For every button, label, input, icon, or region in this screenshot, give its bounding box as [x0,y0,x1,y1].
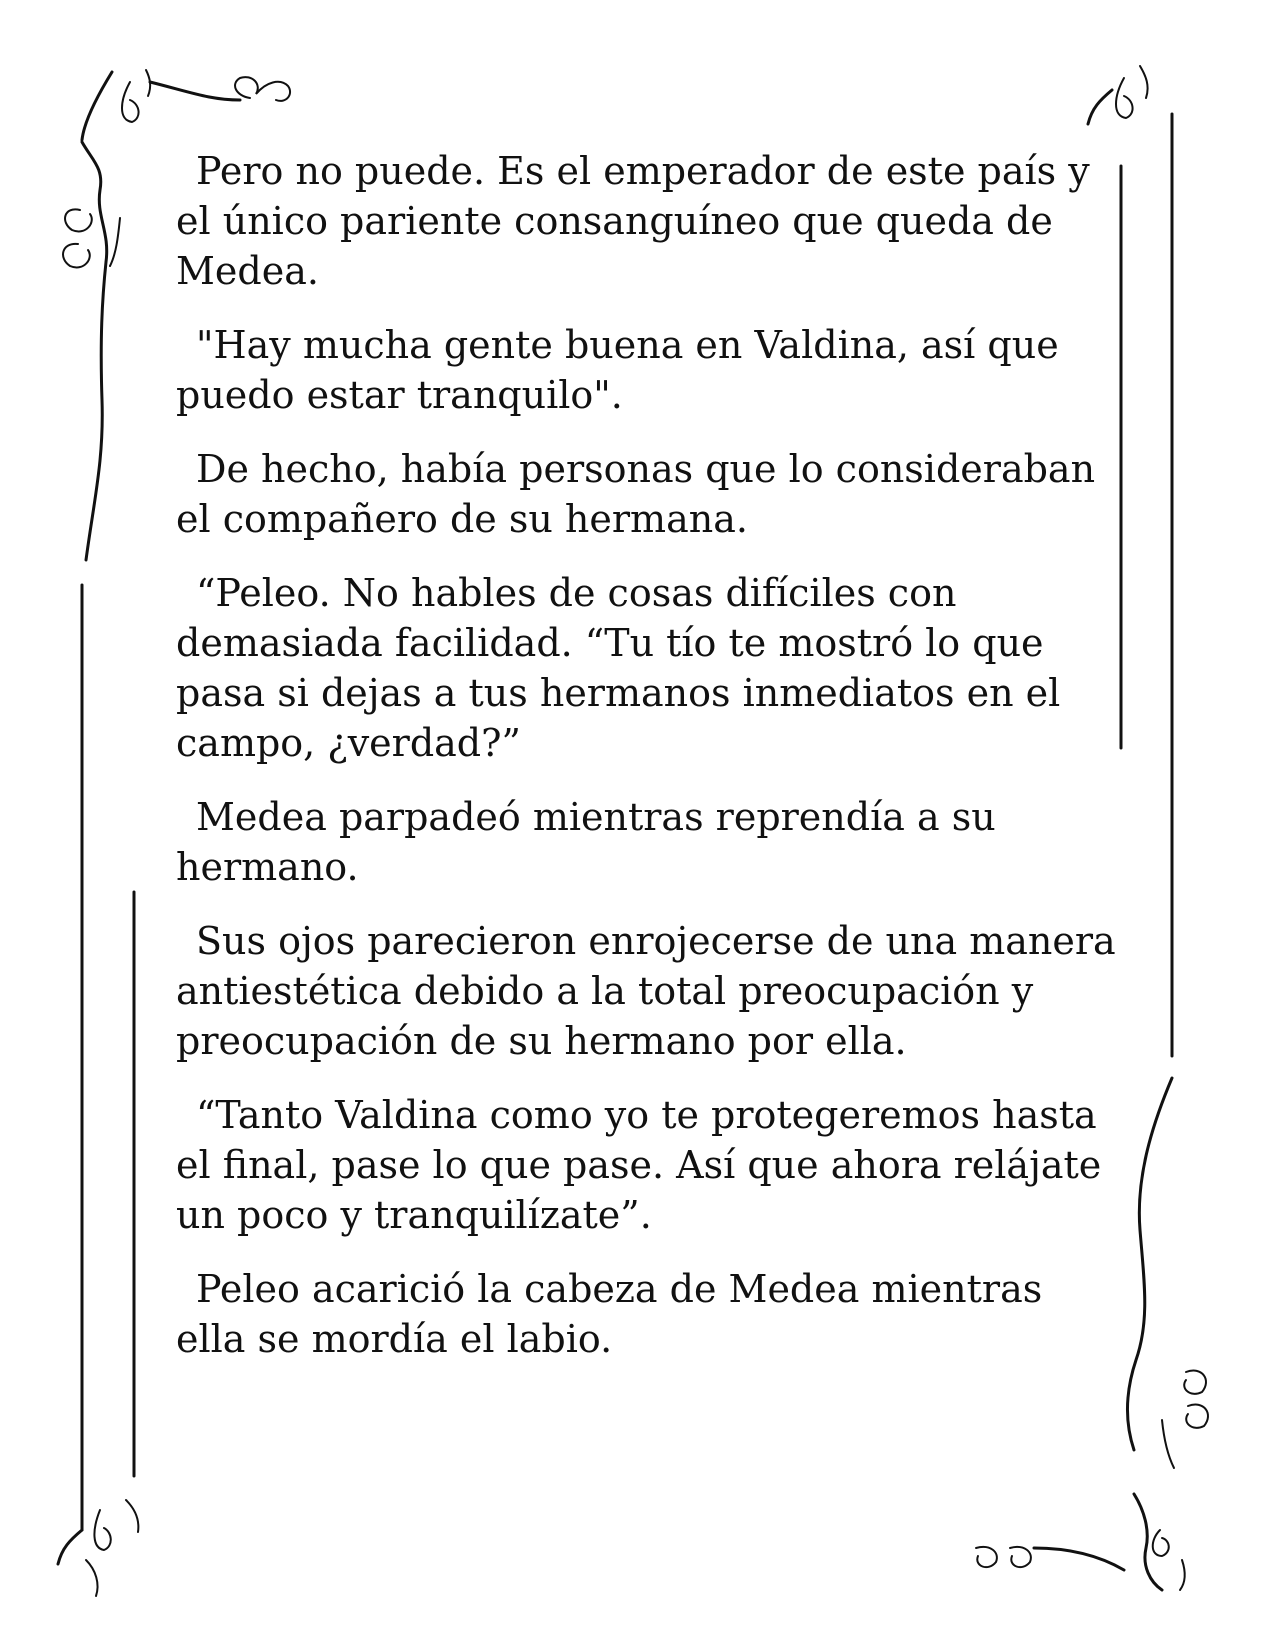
paragraph: Pero no puede. Es el emperador de este país y el único pariente consanguíneo que queda de Medea. [176,149,1090,293]
flourish-top-right-icon [1088,66,1148,124]
paragraph: Sus ojos parecieron enrojecerse de una manera antiestética debido a la total preocupación y preocupación de su hermano por ella. [176,919,1116,1063]
body-text [176,146,1116,1388]
paragraph: Medea parpadeó mientras reprendía a su hermano. [176,795,996,889]
flourish-right-lower-icon [1127,1078,1208,1468]
paragraph: De hecho, había personas que lo consideraban el compañero de su hermana. [176,447,1096,541]
flourish-bottom-left-icon [58,1500,138,1596]
paragraph: "Hay mucha gente buena en Valdina, así que puedo estar tranquilo". [176,323,1059,417]
paragraph: “Peleo. No hables de cosas difíciles con demasiada facilidad. “Tu tío te mostró lo que pasa si dejas a tus hermanos inmediatos en el campo, ¿verdad?” [176,571,1061,765]
paragraph: Peleo acarició la cabeza de Medea mientras ella se mordía el labio. [176,1267,1043,1361]
flourish-bottom-right-icon [976,1494,1185,1590]
paragraph: “Tanto Valdina como yo te protegeremos hasta el final, pase lo que pase. Así que ahora relájate un poco y tranquilízate”. [176,1093,1102,1237]
